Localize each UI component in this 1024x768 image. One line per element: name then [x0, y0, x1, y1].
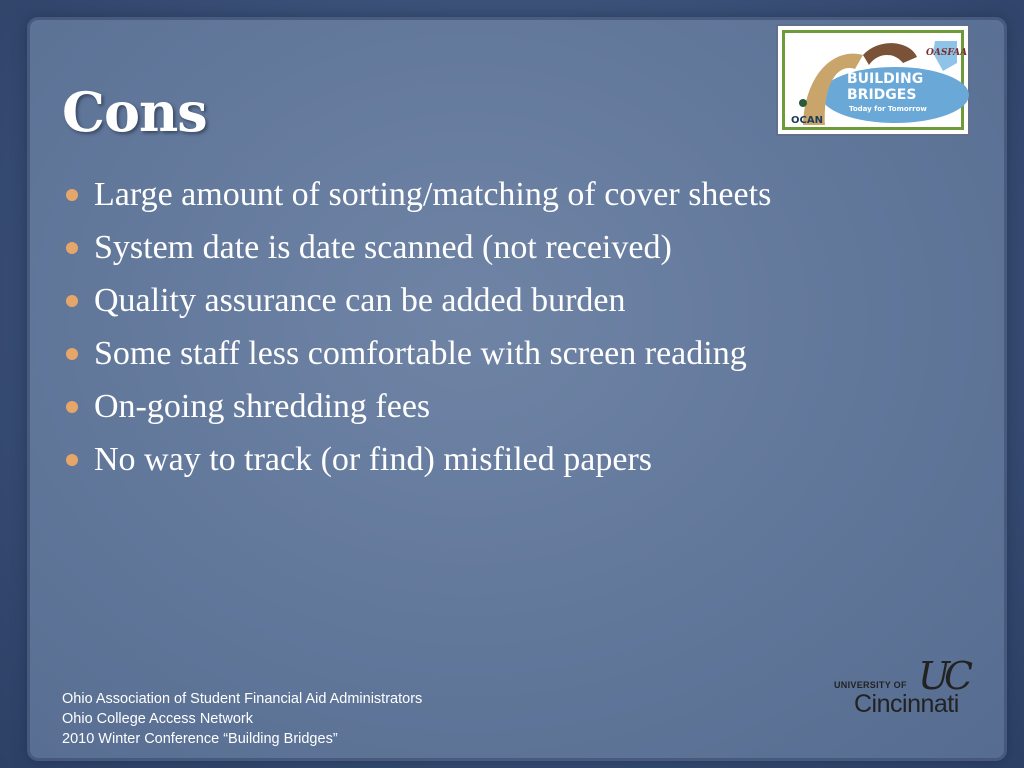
footer-line-conference: 2010 Winter Conference “Building Bridges”	[62, 731, 338, 747]
building-bridges-logo-art	[785, 33, 968, 131]
university-logo-name: Cincinnati	[854, 690, 959, 718]
footer-line-network: Ohio College Access Network	[62, 711, 253, 727]
bullet-text: Quality assurance can be added burden	[94, 281, 626, 319]
bullet-item	[64, 433, 944, 486]
university-logo-small-text: UNIVERSITY OF	[834, 680, 907, 690]
bullet-dot-icon	[66, 242, 78, 254]
bullet-dot-icon	[66, 189, 78, 201]
uc-mark-icon: UC	[918, 654, 968, 698]
footer	[62, 689, 422, 749]
bullet-dot-icon	[66, 348, 78, 360]
bullet-list	[64, 168, 944, 486]
bullet-dot-icon	[66, 401, 78, 413]
oasfaa-text: OASFAA	[926, 48, 968, 58]
building-bridges-logo	[776, 24, 970, 136]
logo-tagline: Today for Tomorrow	[849, 105, 927, 113]
bullet-item	[64, 221, 944, 274]
bullet-item	[64, 327, 944, 380]
bullet-text: Large amount of sorting/matching of cover sheets	[94, 175, 772, 213]
ocan-text: OCAN	[791, 115, 823, 126]
bullet-item	[64, 168, 944, 221]
bullet-text: System date is date scanned (not received)	[94, 228, 672, 266]
bullet-text: No way to track (or find) misfiled papers	[94, 440, 652, 478]
bullet-item	[64, 274, 944, 327]
bullet-dot-icon	[66, 295, 78, 307]
slide-title: Cons	[62, 80, 207, 144]
university-logo	[834, 656, 968, 718]
bullet-text: On-going shredding fees	[94, 387, 431, 425]
bullet-text: Some staff less comfortable with screen reading	[94, 334, 747, 372]
logo-line-building: BUILDING	[847, 71, 924, 87]
bullet-item	[64, 380, 944, 433]
bullet-dot-icon	[66, 454, 78, 466]
footer-line-organization: Ohio Association of Student Financial Aid Administrators	[62, 691, 423, 707]
logo-line-bridges: BRIDGES	[847, 87, 917, 103]
